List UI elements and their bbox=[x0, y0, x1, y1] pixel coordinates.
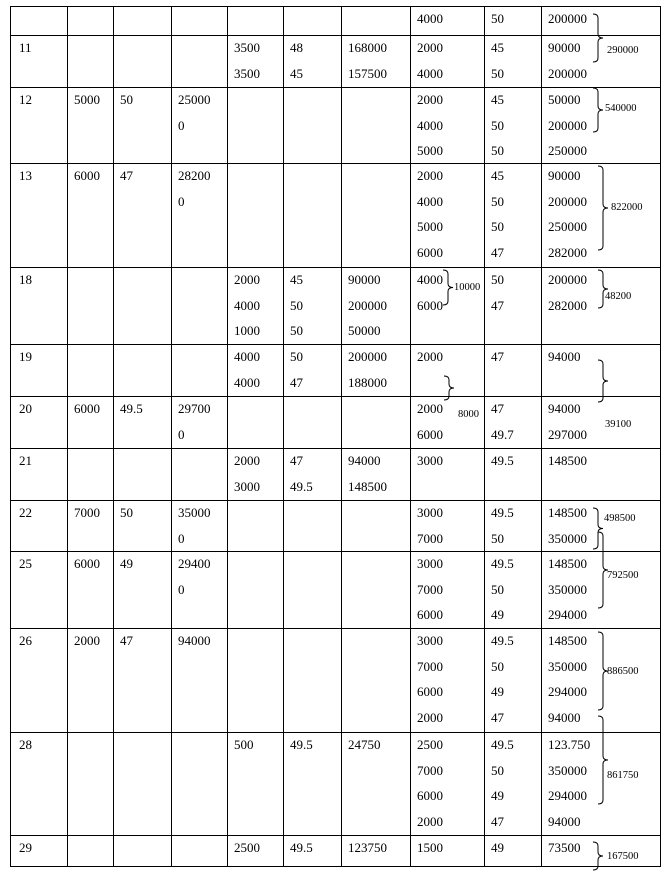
value-cell: 294000 bbox=[548, 684, 587, 700]
value-cell: 94000 bbox=[348, 453, 381, 468]
column-divider bbox=[10, 6, 11, 867]
value-cell: 123750 bbox=[348, 840, 387, 855]
value-cell: 24750 bbox=[348, 737, 381, 752]
value-cell: 50 bbox=[491, 272, 504, 287]
value-cell: 294000 bbox=[548, 607, 587, 623]
value-cell: 500 bbox=[234, 737, 254, 752]
value-cell: 49 bbox=[120, 556, 133, 571]
value-cell: 4000 bbox=[234, 297, 260, 313]
value-cell: 50 bbox=[491, 11, 504, 26]
value-cell: 123.750 bbox=[548, 737, 591, 752]
value-cell: 90000 bbox=[548, 40, 581, 55]
total-day-25: 792500 bbox=[607, 570, 639, 581]
value-cell: 50000 bbox=[348, 323, 381, 339]
value-cell: 50 bbox=[491, 658, 504, 674]
value-cell: 50 bbox=[491, 219, 504, 235]
value-cell: 45 bbox=[290, 272, 303, 287]
value-cell: 50 bbox=[491, 193, 504, 209]
day-cell: 20 bbox=[19, 401, 32, 416]
total-day-26: 886500 bbox=[607, 666, 639, 677]
day-cell: 13 bbox=[19, 168, 32, 183]
value-cell: 2000 bbox=[417, 349, 443, 364]
value-cell: 49 bbox=[491, 840, 504, 855]
value-cell: 200000 bbox=[348, 349, 387, 364]
value-cell: 47 bbox=[491, 297, 504, 313]
value-cell: 50 bbox=[290, 349, 303, 364]
value-cell: 294000 bbox=[548, 788, 587, 804]
value-cell: 2000 bbox=[417, 168, 443, 183]
value-cell: 0 bbox=[178, 193, 185, 209]
value-cell: 2500 bbox=[234, 840, 260, 855]
value-cell: 1000 bbox=[234, 323, 260, 339]
value-cell: 2000 bbox=[234, 272, 260, 287]
value-cell: 90000 bbox=[348, 272, 381, 287]
value-cell: 6000 bbox=[74, 401, 100, 416]
value-cell: 0 bbox=[178, 426, 185, 442]
column-divider bbox=[283, 6, 284, 867]
value-cell: 45 bbox=[491, 168, 504, 183]
value-cell: 49.5 bbox=[491, 633, 514, 648]
value-cell: 94000 bbox=[548, 814, 581, 830]
value-cell: 148500 bbox=[348, 478, 387, 494]
curly-brace bbox=[443, 376, 465, 400]
day-cell: 29 bbox=[19, 840, 32, 855]
value-cell: 45 bbox=[491, 40, 504, 55]
column-divider bbox=[410, 6, 411, 867]
value-cell: 94000 bbox=[548, 401, 581, 416]
value-cell: 47 bbox=[290, 453, 303, 468]
value-cell: 50 bbox=[120, 505, 133, 520]
value-cell: 350000 bbox=[548, 658, 587, 674]
value-cell: 0 bbox=[178, 117, 185, 133]
value-cell: 3000 bbox=[234, 478, 260, 494]
value-cell: 350000 bbox=[548, 762, 587, 778]
value-cell: 50 bbox=[491, 117, 504, 133]
day-cell: 25 bbox=[19, 556, 32, 571]
column-divider bbox=[660, 6, 661, 867]
value-cell: 50 bbox=[491, 143, 504, 159]
total-day-18: 48200 bbox=[605, 291, 632, 302]
table-bottom-border bbox=[10, 866, 661, 867]
value-cell: 3500 bbox=[234, 40, 260, 55]
value-cell: 2000 bbox=[417, 710, 443, 726]
row-divider bbox=[10, 87, 661, 88]
value-cell: 282000 bbox=[548, 297, 587, 313]
value-cell: 49.5 bbox=[491, 505, 514, 520]
total-day-28: 861750 bbox=[607, 770, 639, 781]
value-cell: 49.5 bbox=[290, 737, 313, 752]
row-divider bbox=[10, 628, 661, 629]
value-cell: 2500 bbox=[417, 737, 443, 752]
value-cell: 47 bbox=[491, 710, 504, 726]
value-cell: 2000 bbox=[234, 453, 260, 468]
day-cell: 11 bbox=[19, 40, 32, 55]
row-divider bbox=[10, 500, 661, 501]
value-cell: 6000 bbox=[417, 684, 443, 700]
value-cell: 4000 bbox=[234, 349, 260, 364]
value-cell: 49 bbox=[491, 607, 504, 623]
value-cell: 7000 bbox=[417, 658, 443, 674]
row-divider bbox=[10, 835, 661, 836]
row-divider bbox=[10, 448, 661, 449]
value-cell: 50000 bbox=[548, 92, 581, 107]
value-cell: 25000 bbox=[178, 92, 211, 107]
value-cell: 6000 bbox=[74, 556, 100, 571]
value-cell: 4000 bbox=[417, 11, 443, 26]
value-cell: 3000 bbox=[417, 505, 443, 520]
value-cell: 200000 bbox=[548, 65, 587, 81]
total-day-29: 167500 bbox=[607, 851, 639, 862]
value-cell: 49.7 bbox=[491, 426, 514, 442]
total-day-11: 290000 bbox=[607, 45, 639, 56]
value-cell: 282000 bbox=[548, 245, 587, 261]
value-cell: 6000 bbox=[417, 788, 443, 804]
value-cell: 50 bbox=[491, 762, 504, 778]
value-cell: 2000 bbox=[74, 633, 100, 648]
row-divider bbox=[10, 551, 661, 552]
value-cell: 49 bbox=[491, 684, 504, 700]
value-cell: 148500 bbox=[548, 633, 587, 648]
value-cell: 94000 bbox=[178, 633, 211, 648]
row-divider bbox=[10, 35, 661, 36]
table-top-border bbox=[10, 6, 661, 7]
value-cell: 50 bbox=[491, 581, 504, 597]
value-cell: 47 bbox=[120, 168, 133, 183]
day-cell: 28 bbox=[19, 737, 32, 752]
value-cell: 94000 bbox=[548, 710, 581, 726]
value-cell: 3000 bbox=[417, 453, 443, 468]
value-cell: 50 bbox=[491, 530, 504, 546]
total-day-20: 39100 bbox=[605, 419, 632, 430]
value-cell: 6000 bbox=[74, 168, 100, 183]
day-cell: 21 bbox=[19, 453, 32, 468]
value-cell: 49.5 bbox=[290, 840, 313, 855]
value-cell: 3000 bbox=[417, 556, 443, 571]
value-cell: 3000 bbox=[417, 633, 443, 648]
value-cell: 47 bbox=[491, 349, 504, 364]
value-cell: 350000 bbox=[548, 530, 587, 546]
value-cell: 2000 bbox=[417, 92, 443, 107]
value-cell: 7000 bbox=[74, 505, 100, 520]
value-cell: 4000 bbox=[417, 65, 443, 81]
curly-brace bbox=[597, 716, 619, 804]
value-cell: 6000 bbox=[417, 245, 443, 261]
row-divider bbox=[10, 396, 661, 397]
value-cell: 48 bbox=[290, 40, 303, 55]
value-cell: 6000 bbox=[417, 607, 443, 623]
value-cell: 45 bbox=[290, 65, 303, 81]
value-cell: 188000 bbox=[348, 374, 387, 390]
value-cell: 6000 bbox=[417, 297, 443, 313]
value-cell: 0 bbox=[178, 530, 185, 546]
total-day-13: 822000 bbox=[611, 202, 643, 213]
column-divider bbox=[341, 6, 342, 867]
value-cell: 90000 bbox=[548, 168, 581, 183]
value-cell: 148500 bbox=[548, 505, 587, 520]
total-day-12: 540000 bbox=[605, 103, 637, 114]
value-cell: 250000 bbox=[548, 143, 587, 159]
row-divider bbox=[10, 163, 661, 164]
value-cell: 250000 bbox=[548, 219, 587, 235]
value-cell: 50 bbox=[290, 297, 303, 313]
value-cell: 2000 bbox=[417, 401, 443, 416]
column-divider bbox=[113, 6, 114, 867]
value-cell: 47 bbox=[491, 245, 504, 261]
value-cell: 50 bbox=[491, 65, 504, 81]
total-day-22: 498500 bbox=[604, 513, 636, 524]
day-cell: 18 bbox=[19, 272, 32, 287]
value-cell: 350000 bbox=[548, 581, 587, 597]
value-cell: 200000 bbox=[548, 11, 587, 26]
value-cell: 47 bbox=[491, 401, 504, 416]
value-cell: 47 bbox=[120, 633, 133, 648]
row-divider bbox=[10, 344, 661, 345]
value-cell: 2000 bbox=[417, 814, 443, 830]
column-divider bbox=[67, 6, 68, 867]
value-cell: 29700 bbox=[178, 401, 211, 416]
row-divider bbox=[10, 732, 661, 733]
value-cell: 49.5 bbox=[491, 556, 514, 571]
row-divider bbox=[10, 267, 661, 268]
value-cell: 28200 bbox=[178, 168, 211, 183]
value-cell: 7000 bbox=[417, 762, 443, 778]
value-cell: 4000 bbox=[417, 272, 443, 287]
value-cell: 148500 bbox=[548, 556, 587, 571]
day-cell: 19 bbox=[19, 349, 32, 364]
value-cell: 200000 bbox=[548, 272, 587, 287]
value-cell: 7000 bbox=[417, 581, 443, 597]
value-cell: 200000 bbox=[348, 297, 387, 313]
value-cell: 50 bbox=[290, 323, 303, 339]
column-divider bbox=[541, 6, 542, 867]
value-cell: 7000 bbox=[417, 530, 443, 546]
value-cell: 1500 bbox=[417, 840, 443, 855]
curly-brace bbox=[597, 360, 619, 402]
column-divider bbox=[227, 6, 228, 867]
value-cell: 35000 bbox=[178, 505, 211, 520]
value-cell: 168000 bbox=[348, 40, 387, 55]
value-cell: 49 bbox=[491, 788, 504, 804]
value-cell: 297000 bbox=[548, 426, 587, 442]
day-cell: 22 bbox=[19, 505, 32, 520]
value-cell: 0 bbox=[178, 581, 185, 597]
value-cell: 73500 bbox=[548, 840, 581, 855]
value-cell: 5000 bbox=[74, 92, 100, 107]
day-cell: 12 bbox=[19, 92, 32, 107]
value-cell: 49.5 bbox=[290, 478, 313, 494]
value-cell: 148500 bbox=[548, 453, 587, 468]
column-divider bbox=[484, 6, 485, 867]
value-cell: 50 bbox=[120, 92, 133, 107]
value-cell: 49.5 bbox=[491, 453, 514, 468]
quantity-total-day-20: 8000 bbox=[458, 409, 479, 420]
value-cell: 6000 bbox=[417, 426, 443, 442]
value-cell: 4000 bbox=[234, 374, 260, 390]
value-cell: 2000 bbox=[417, 40, 443, 55]
value-cell: 4000 bbox=[417, 117, 443, 133]
value-cell: 5000 bbox=[417, 219, 443, 235]
column-divider bbox=[171, 6, 172, 867]
value-cell: 200000 bbox=[548, 193, 587, 209]
value-cell: 200000 bbox=[548, 117, 587, 133]
quantity-total-day-18: 10000 bbox=[454, 282, 481, 293]
value-cell: 157500 bbox=[348, 65, 387, 81]
value-cell: 3500 bbox=[234, 65, 260, 81]
value-cell: 45 bbox=[491, 92, 504, 107]
value-cell: 94000 bbox=[548, 349, 581, 364]
value-cell: 29400 bbox=[178, 556, 211, 571]
value-cell: 47 bbox=[290, 374, 303, 390]
value-cell: 47 bbox=[491, 814, 504, 830]
value-cell: 49.5 bbox=[120, 401, 143, 416]
day-cell: 26 bbox=[19, 633, 32, 648]
value-cell: 4000 bbox=[417, 193, 443, 209]
value-cell: 49.5 bbox=[491, 737, 514, 752]
value-cell: 5000 bbox=[417, 143, 443, 159]
